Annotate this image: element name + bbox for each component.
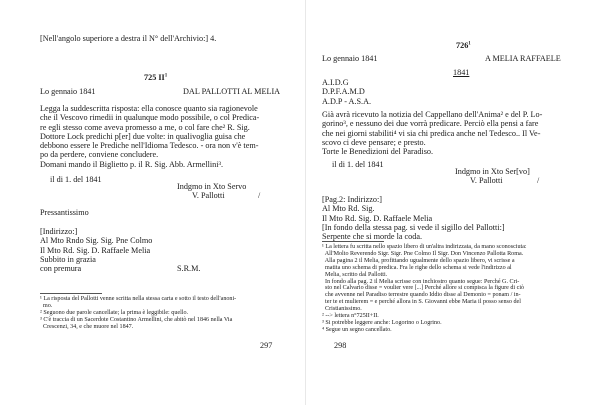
invocation: A.I.D.G D.P.F.A.M.D A.D.P - A.S.A. — [322, 78, 372, 106]
document-number — [144, 73, 167, 82]
signature-closing: Indgmo in Xto Ser[vo] — [455, 167, 530, 176]
letter-body: Legga la suddescritta risposta: ella conosce quanto sia ragionevole che il Vescovo rimedii in qualunque modo possibile, o col Predica- re egli stesso come aveva promesso a me, o col fare che² R. Sig. Dottore Lock predichi p[er] due volte: in qualivoglia guisa che debbono essere le Prediche nell'Idioma Tedesco. - ora non v'è tem- po da perdere, conviene concludere. Domani mando il Biglietto p. il R. Sig. Abb. Armellini³. — [40, 104, 260, 169]
signature-closing: Indgmo in Xto Servo — [177, 182, 247, 191]
address-block: [Pag.2: Indirizzo:] Al Mto Rd. Sig. Il Mto Rd. Sig. D. Raffaele Melia [In fondo della stessa pag. si vede il sigillo del Pallotti:] Serpente che si morde la coda. — [322, 195, 505, 241]
right-page — [322, 0, 575, 405]
gutter — [305, 0, 306, 405]
footnotes: ¹ La risposta del Pallotti venne scritta nella stessa carta e sotto il testo dell'anoni- mo. ² Seguono due parole cancellate; la prima è leggibile: quello. ³ C'è traccia di un Sacerdote Costantino Armellini, che abitò nel 1846 nella Via Crescenzi, 34, e che muore nel 1847. — [40, 296, 237, 330]
signature-slash: / — [537, 176, 540, 185]
page-number: 297 — [260, 341, 273, 350]
document-number-footnote-ref: 1 — [164, 73, 168, 79]
document-number-text: 725 II — [144, 73, 165, 82]
document-number-footnote-ref: 1 — [468, 41, 471, 47]
signature-date: il di 1. del 1841 — [50, 175, 102, 184]
letter-recipient: A MELIA RAFFAELE — [485, 54, 561, 63]
signature-name: V. Pallotti — [192, 191, 225, 200]
signature-date: il di 1. del 1841 — [332, 160, 384, 169]
letter-year: 1841 — [453, 68, 470, 77]
pressantissimo-label: Pressantissimo — [40, 208, 89, 217]
document-number-text: 726 — [456, 41, 469, 50]
left-page — [40, 0, 290, 405]
page-number: 298 — [334, 341, 347, 350]
letter-date: Lo gennaio 1841 — [322, 54, 378, 63]
letter-body: Già avrà ricevuto la notizia del Cappellano dell'Anima² e del P. Lo- gorino³, e nessuno dei due vorrà predicare. Perciò ella pensi a fare che nei giorni stabiliti⁴ vi sia chi predica anche nel Tedesco.. Il Ve- scovo ci deve pensare; e presto. Torte le Benedizioni del Paradiso. — [322, 110, 543, 156]
srm-mark: S.R.M. — [177, 264, 201, 273]
letter-recipient: DAL PALLOTTI AL MELIA — [183, 87, 281, 96]
footnote-rule — [40, 293, 102, 294]
address-block: [Indirizzo:] Al Mto Rndo Sig. Sig. Pne Colmo Il Mto Rd. Sig. D. Raffaele Melia Subbito in grazia con premura — [40, 227, 153, 273]
signature-slash: / — [258, 191, 261, 200]
document-number — [456, 41, 471, 50]
signature-name: V. Pallotti — [470, 176, 503, 185]
footnotes: ¹ La lettera fu scritta nello spazio libero di un'altra indirizzata, da mano sconosciuta: All'Molto Reverendo Sigr. Sigr. Pne Colmo Il Sigr. Don Vincenzo Pallotta Roma. Alla pagina 2 il Melia, profittando ugualmente dello spazio libero, vi scrisse a matita uno schema di predica. Fra le righe dello schema si vede l'indirizzo al Melia, scritto dal Pallotti. In fondo alla pag. 2 il Melia scrisse con inchiostro quanto segue: Perché G. Cri- sto nel Calvario disse = voulier vere [...] Perché allore si compisca la figure di ciò che avvenne nel Paradiso terrestre quando Iddio disse al Demonio = ponam / in- ter te et mulierem = e perché allora in S. Giovanni ebbe Maria il posso senso del Cristianissimo. ² --> lettera n°725II+II. ³ Si potrebbe leggere anche: Logorino o Logrino. ⁴ Segue un segno cancellato. — [322, 244, 527, 333]
letter-date: Lo gennaio 1841 — [40, 87, 96, 96]
footnote-rule — [322, 241, 384, 242]
archive-note: [Nell'angolo superiore a destra il N° dell'Archivio:] 4. — [40, 34, 217, 43]
